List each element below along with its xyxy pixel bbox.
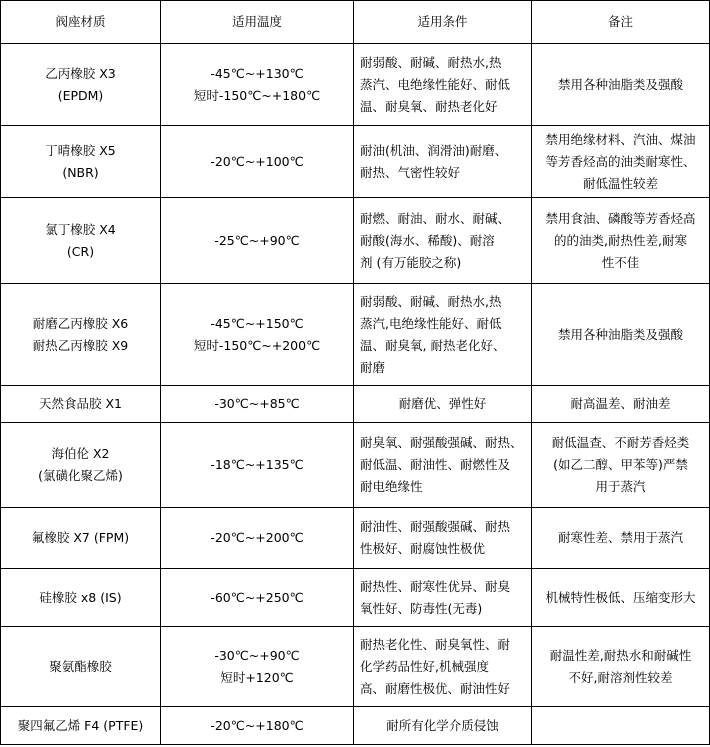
temperature-cell: -18℃~+135℃ xyxy=(161,423,354,508)
note-cell: 禁用绝缘材料、汽油、煤油 等芳香烃高的油类耐寒性、 耐低温性较差 xyxy=(532,126,710,198)
temperature-cell: -20℃~+180℃ xyxy=(161,707,354,745)
material-cell: 聚氨酯橡胶 xyxy=(1,627,161,707)
table-row xyxy=(1,126,710,198)
note-cell: 耐低温查、不耐芳香烃类 (如乙二醇、甲苯等)严禁 用于蒸汽 xyxy=(532,423,710,508)
material-cell: 聚四氟乙烯 F4 (PTFE) xyxy=(1,707,161,745)
note-cell: 耐温性差,耐热水和耐碱性 不好,耐溶剂性较差 xyxy=(532,627,710,707)
header-note: 备注 xyxy=(532,1,710,44)
material-cell: 耐磨乙丙橡胶 X6 耐热乙丙橡胶 X9 xyxy=(1,284,161,386)
condition-cell: 耐臭氧、耐强酸强碱、耐热、 耐低温、耐油性、耐燃性及 耐电绝缘性 xyxy=(354,423,532,508)
temperature-cell: -45℃~+130℃ 短时-150℃~+180℃ xyxy=(161,44,354,126)
condition-cell: 耐磨优、弹性好 xyxy=(354,386,532,423)
table-row xyxy=(1,627,710,707)
material-cell: 天然食品胶 X1 xyxy=(1,386,161,423)
header-material: 阀座材质 xyxy=(1,1,161,44)
material-cell: 丁晴橡胶 X5 (NBR) xyxy=(1,126,161,198)
material-cell: 硅橡胶 x8 (IS) xyxy=(1,569,161,627)
note-cell: 禁用各种油脂类及强酸 xyxy=(532,284,710,386)
table-row xyxy=(1,198,710,284)
material-cell: 乙丙橡胶 X3 (EPDM) xyxy=(1,44,161,126)
header-row xyxy=(1,1,710,44)
condition-cell: 耐热老化性、耐臭氧性、耐 化学药品性好,机械强度 高、耐磨性极优、耐油性好 xyxy=(354,627,532,707)
condition-cell: 耐燃、耐油、耐水、耐碱、 耐酸(海水、稀酸)、耐溶 剂 (有万能胶之称) xyxy=(354,198,532,284)
condition-cell: 耐油(机油、润滑油)耐磨、 耐热、气密性较好 xyxy=(354,126,532,198)
note-cell xyxy=(532,707,710,745)
table-row xyxy=(1,386,710,423)
temperature-cell: -60℃~+250℃ xyxy=(161,569,354,627)
temperature-cell: -30℃~+90℃ 短时+120℃ xyxy=(161,627,354,707)
temperature-cell: -25℃~+90℃ xyxy=(161,198,354,284)
condition-cell: 耐热性、耐寒性优异、耐臭 氧性好、防毒性(无毒) xyxy=(354,569,532,627)
header-condition: 适用条件 xyxy=(354,1,532,44)
note-cell: 禁用食油、磷酸等芳香烃高 的的油类,耐热性差,耐寒 性不佳 xyxy=(532,198,710,284)
material-cell: 海伯伦 X2 (氯磺化聚乙烯) xyxy=(1,423,161,508)
temperature-cell: -30℃~+85℃ xyxy=(161,386,354,423)
note-cell: 机械特性极低、压缩变形大 xyxy=(532,569,710,627)
table-row xyxy=(1,707,710,745)
temperature-cell: -45℃~+150℃ 短时-150℃~+200℃ xyxy=(161,284,354,386)
table-row xyxy=(1,284,710,386)
material-cell: 氟橡胶 X7 (FPM) xyxy=(1,508,161,569)
note-cell: 耐高温差、耐油差 xyxy=(532,386,710,423)
note-cell: 禁用各种油脂类及强酸 xyxy=(532,44,710,126)
table-row xyxy=(1,569,710,627)
condition-cell: 耐弱酸、耐碱、耐热水,热 蒸汽、电绝缘性能好、耐低 温、耐臭氧、耐热老化好 xyxy=(354,44,532,126)
table-row xyxy=(1,423,710,508)
temperature-cell: -20℃~+100℃ xyxy=(161,126,354,198)
material-cell: 氯丁橡胶 X4 (CR) xyxy=(1,198,161,284)
table-row xyxy=(1,508,710,569)
table-row xyxy=(1,44,710,126)
condition-cell: 耐所有化学介质侵蚀 xyxy=(354,707,532,745)
temperature-cell: -20℃~+200℃ xyxy=(161,508,354,569)
condition-cell: 耐油性、耐强酸强碱、耐热 性极好、耐腐蚀性极优 xyxy=(354,508,532,569)
note-cell: 耐寒性差、禁用于蒸汽 xyxy=(532,508,710,569)
condition-cell: 耐弱酸、耐碱、耐热水,热 蒸汽,电绝缘性能好、耐低 温、耐臭氧, 耐热老化好、 耐磨 xyxy=(354,284,532,386)
header-temperature: 适用温度 xyxy=(161,1,354,44)
